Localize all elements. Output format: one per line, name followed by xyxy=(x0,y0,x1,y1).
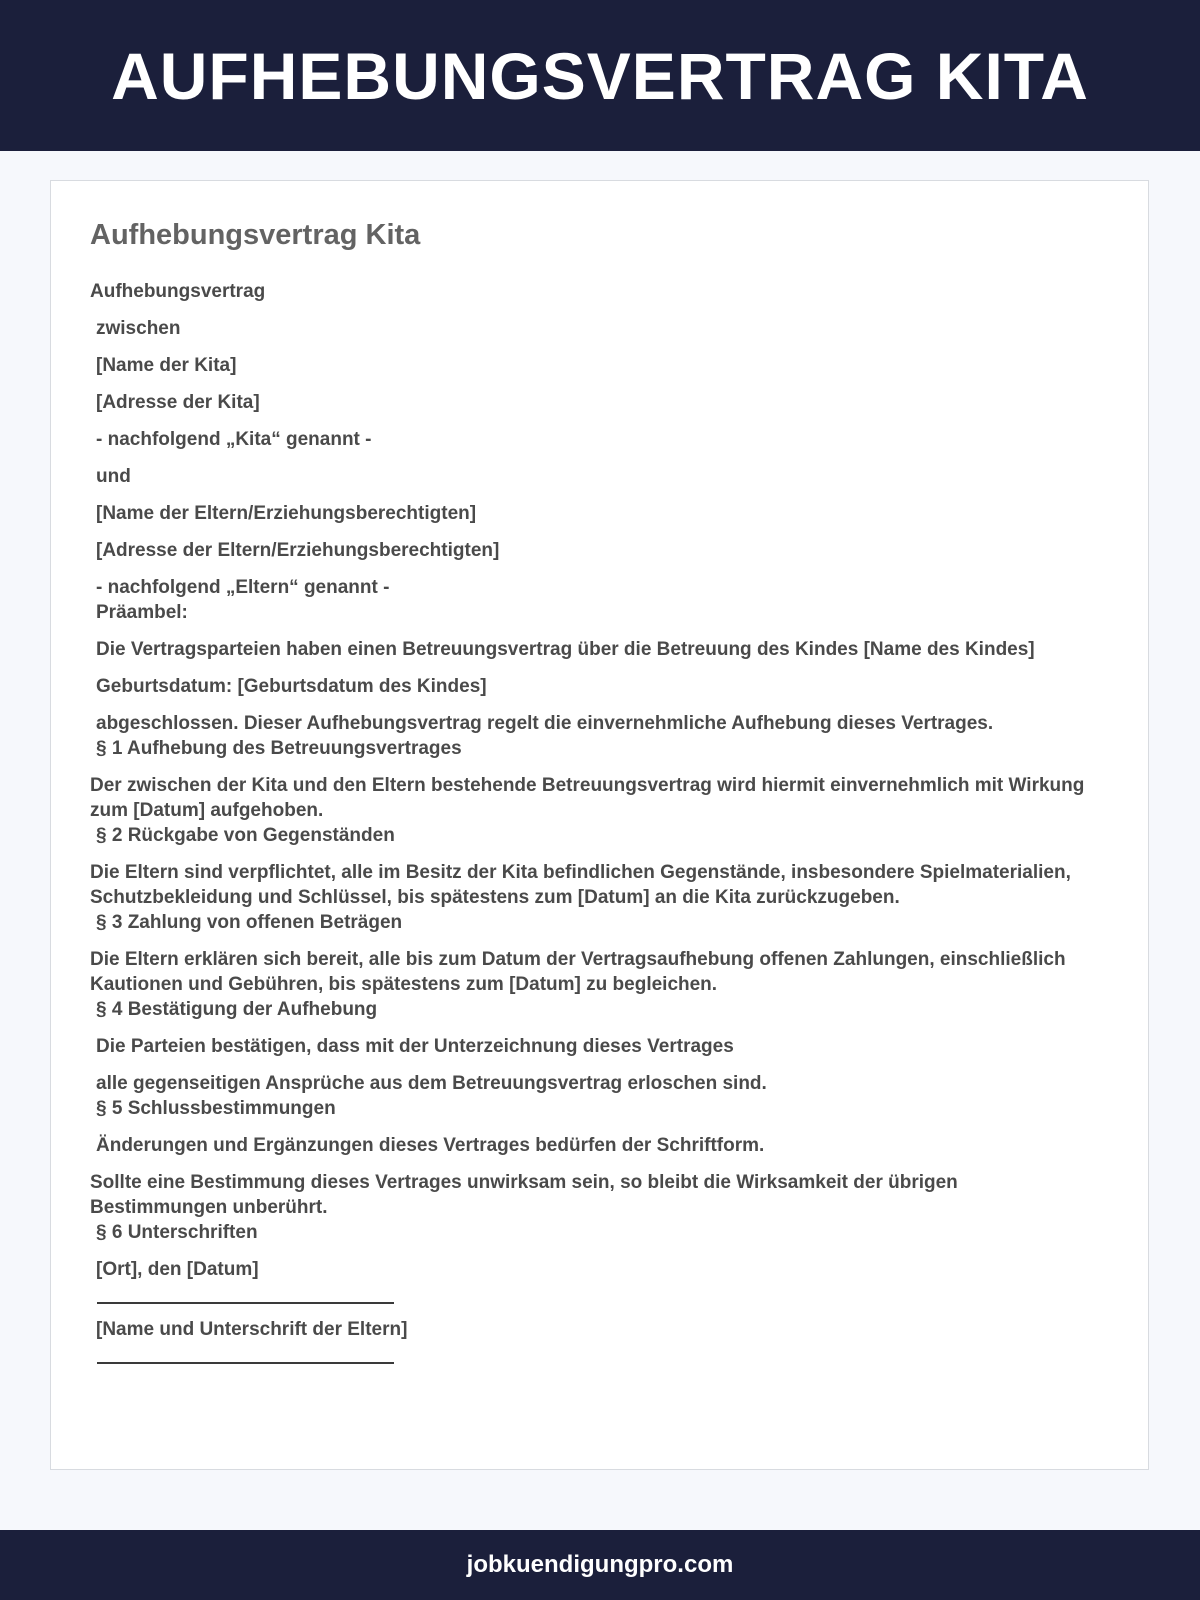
page-footer xyxy=(0,1530,1200,1600)
section-4-text-1: Die Parteien bestätigen, dass mit der Unterzeichnung dieses Vertrages xyxy=(96,1036,734,1057)
preamble-text-1: Die Vertragsparteien haben einen Betreuungsvertrag über die Betreuung des Kindes [Name des Kindes] xyxy=(96,639,1035,660)
parents-designation: - nachfolgend „Eltern“ genannt - xyxy=(96,577,390,598)
section-2-text: Die Eltern sind verpflichtet, alle im Besitz der Kita befindlichen Gegenstände, insbesondere Spielmaterialien, Schutzbekleidung und Schlüssel, bis spätestens zum [Datum] an die Kita zurückzugeben. xyxy=(90,862,1077,908)
party-and: und xyxy=(96,466,131,487)
signature-line xyxy=(97,1362,394,1364)
document-card xyxy=(50,180,1149,1470)
signature-label: [Name und Unterschrift der Eltern] xyxy=(96,1319,408,1340)
section-5-text-2: Sollte eine Bestimmung dieses Vertrages unwirksam sein, so bleibt die Wirksamkeit der übrigen Bestimmungen unberührt. xyxy=(90,1172,964,1218)
contract-heading: Aufhebungsvertrag xyxy=(90,281,266,302)
section-1-heading: § 1 Aufhebung des Betreuungsvertrages xyxy=(96,738,462,759)
preamble-text-2: Geburtsdatum: [Geburtsdatum des Kindes] xyxy=(96,676,487,697)
section-5-text-1: Änderungen und Ergänzungen dieses Vertrages bedürfen der Schriftform. xyxy=(96,1135,765,1156)
section-3-heading: § 3 Zahlung von offenen Beträgen xyxy=(96,912,403,933)
parents-name: [Name der Eltern/Erziehungsberechtigten] xyxy=(96,503,477,524)
section-2-heading: § 2 Rückgabe von Gegenständen xyxy=(96,825,395,846)
kita-name: [Name der Kita] xyxy=(96,355,237,376)
parents-address: [Adresse der Eltern/Erziehungsberechtigten] xyxy=(96,540,500,561)
document-title: Aufhebungsvertrag Kita xyxy=(90,219,421,251)
preamble-heading: Präambel: xyxy=(96,602,188,623)
page-header xyxy=(0,0,1200,151)
document-body xyxy=(90,279,1100,1364)
signature-line xyxy=(97,1302,394,1304)
section-4-text-2: alle gegenseitigen Ansprüche aus dem Betreuungsvertrag erloschen sind. xyxy=(96,1073,767,1094)
kita-address: [Adresse der Kita] xyxy=(96,392,260,413)
section-3-text: Die Eltern erklären sich bereit, alle bis zum Datum der Vertragsaufhebung offenen Zahlungen, einschließlich Kautionen und Gebühren, bis spätestens zum [Datum] zu begleichen. xyxy=(90,949,1071,995)
page-title: AUFHEBUNGSVERTRAG KITA xyxy=(111,38,1089,113)
section-1-text: Der zwischen der Kita und den Eltern bestehende Betreuungsvertrag wird hiermit einvernehmlich mit Wirkung zum [Datum] aufgehoben. xyxy=(90,775,1090,821)
section-4-heading: § 4 Bestätigung der Aufhebung xyxy=(96,999,378,1020)
footer-site-link[interactable]: jobkuendigungpro.com xyxy=(466,1551,734,1578)
section-5-heading: § 5 Schlussbestimmungen xyxy=(96,1098,336,1119)
preamble-text-3: abgeschlossen. Dieser Aufhebungsvertrag regelt die einvernehmliche Aufhebung dieses Vertrages. xyxy=(96,713,994,734)
party-between: zwischen xyxy=(96,318,181,339)
kita-designation: - nachfolgend „Kita“ genannt - xyxy=(96,429,372,450)
signature-place-date: [Ort], den [Datum] xyxy=(96,1259,259,1280)
section-6-heading: § 6 Unterschriften xyxy=(96,1222,258,1243)
